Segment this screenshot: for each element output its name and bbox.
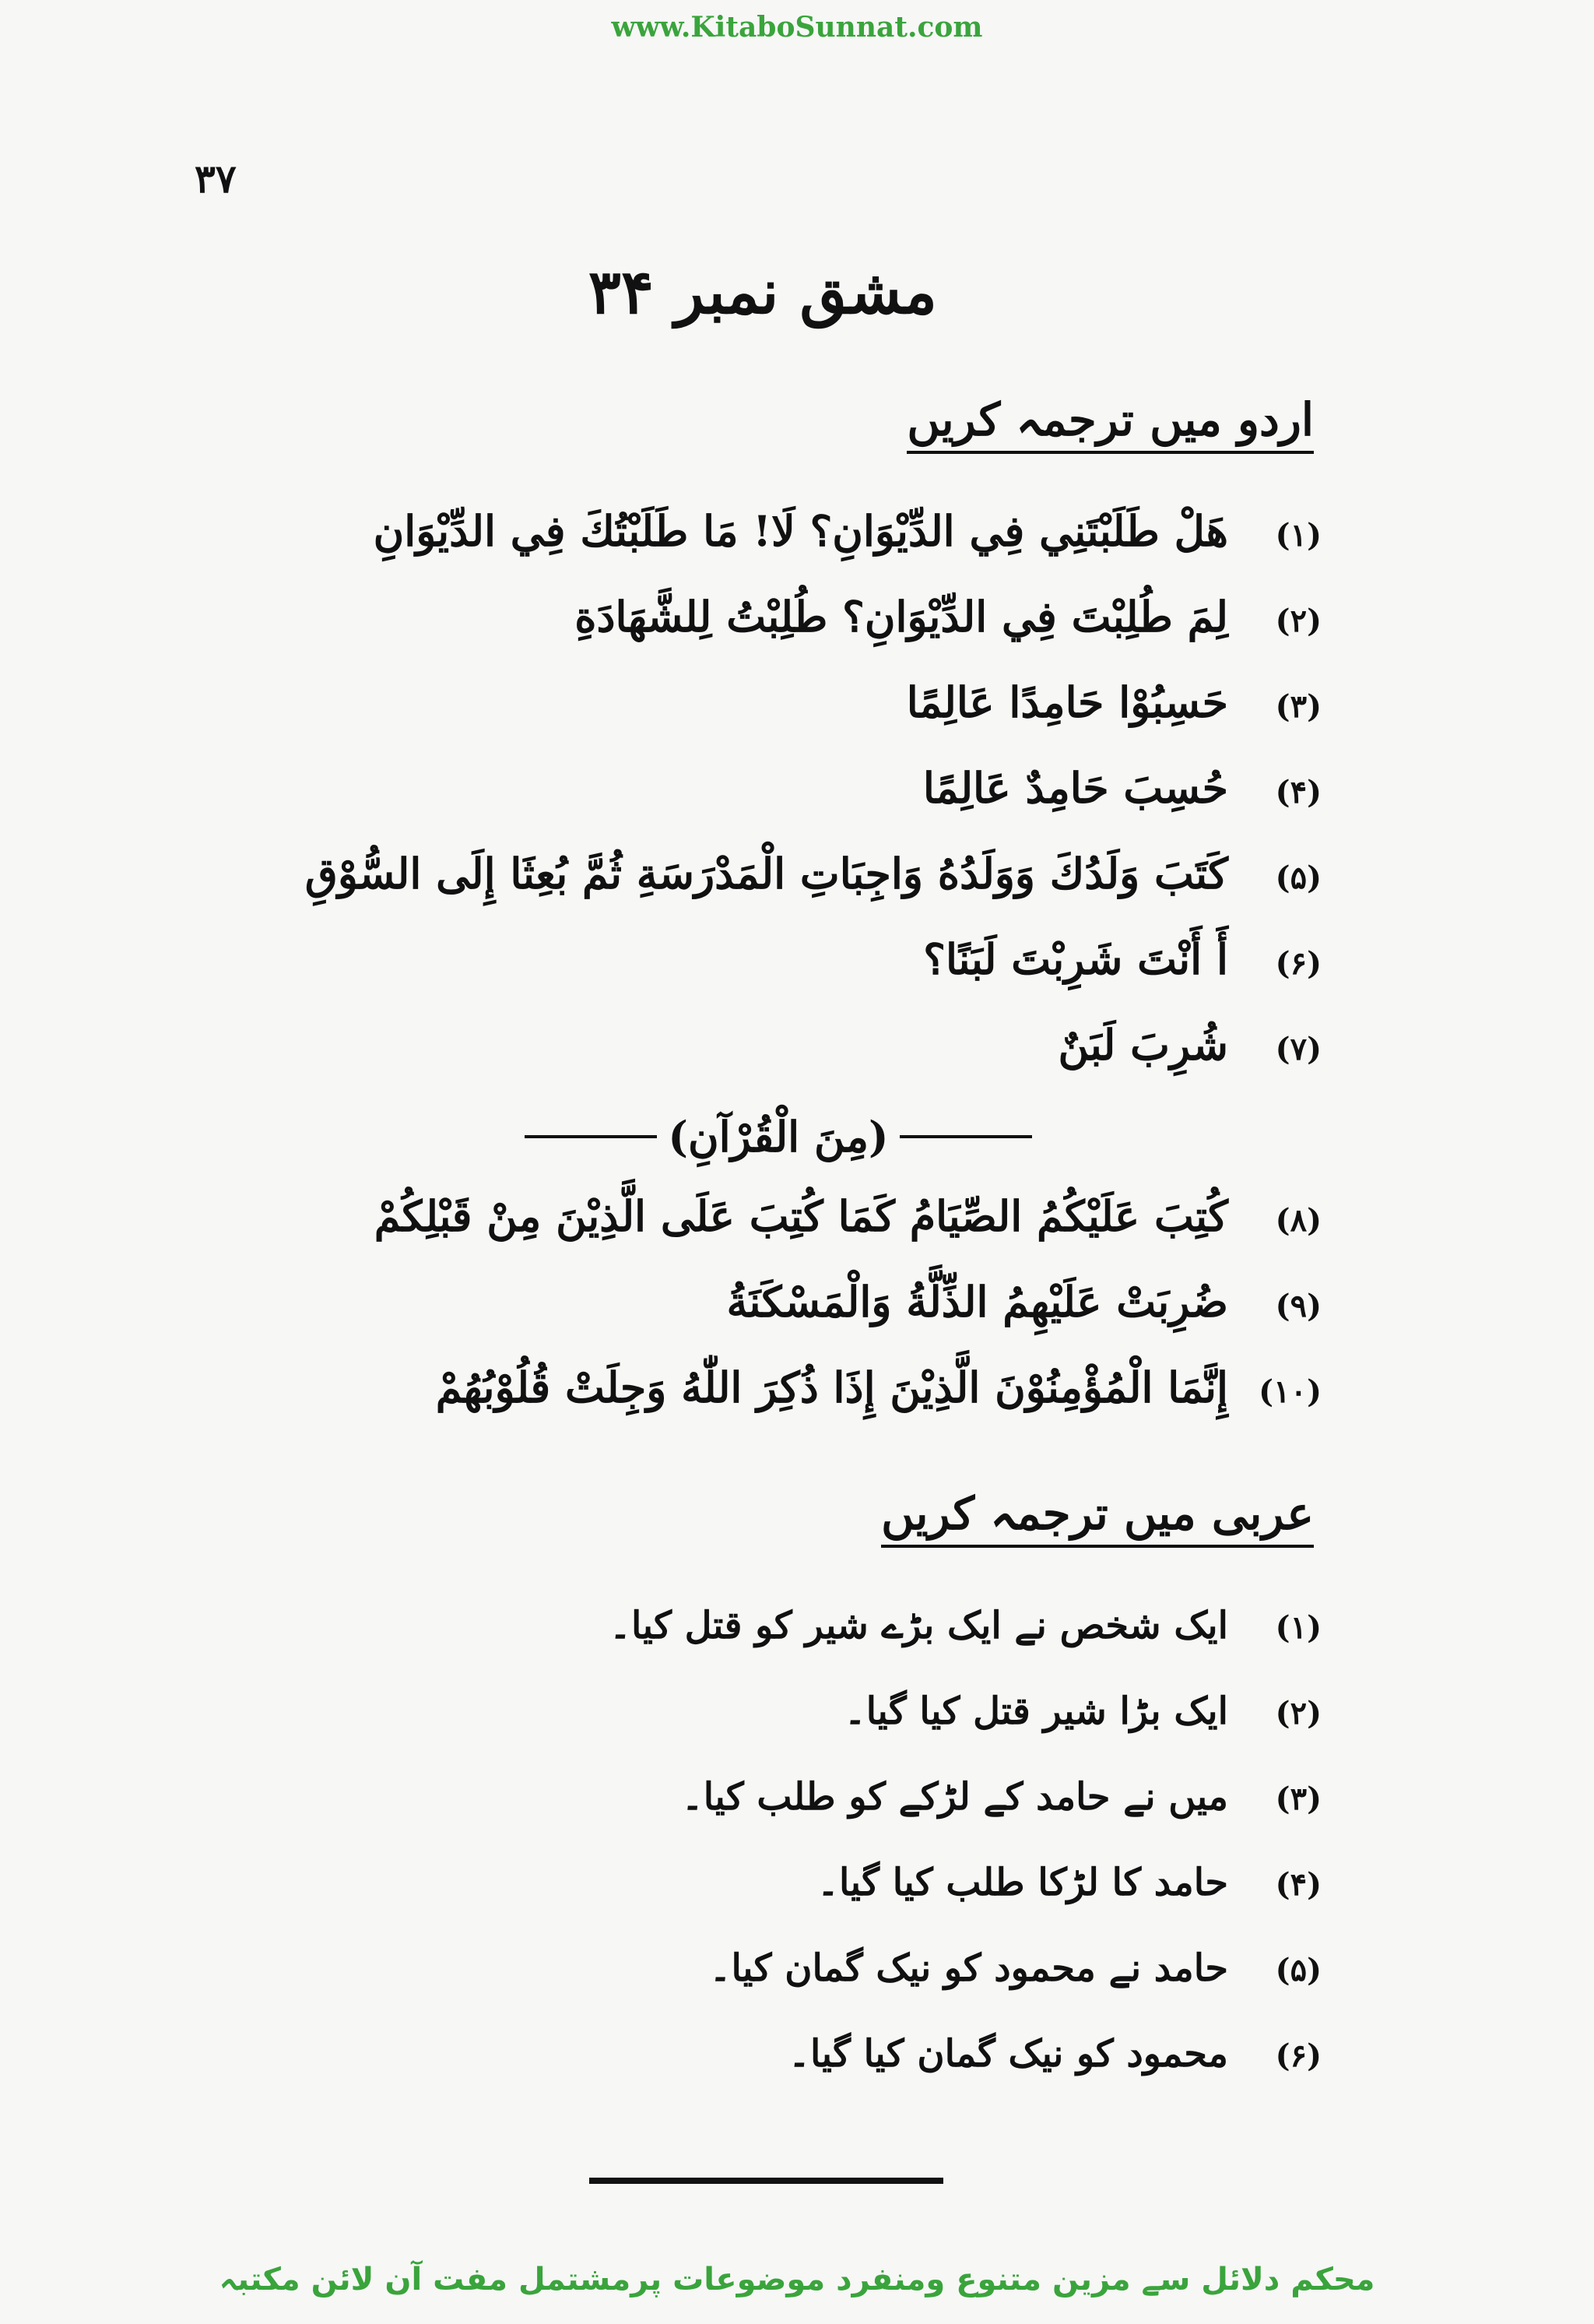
- exercise-item: [844, 1689, 1322, 1733]
- exercise-item: [923, 763, 1322, 813]
- exercise-item: [907, 677, 1322, 727]
- item-number: (۲): [1275, 1695, 1322, 1732]
- item-text: إِنَّمَا الْمُؤْمِنُوْنَ الَّذِيْنَ إِذَا ذُكِرَ اللّٰهُ وَجِلَتْ قُلُوْبُهُمْ: [435, 1362, 1228, 1412]
- header-url[interactable]: www.KitaboSunnat.com: [611, 11, 983, 44]
- item-text: ایک بڑا شیر قتل کیا گیا۔: [844, 1689, 1228, 1733]
- item-number: (۶): [1275, 945, 1322, 982]
- item-number: (۵): [1275, 860, 1322, 896]
- item-number: (۳): [1275, 688, 1322, 725]
- end-divider: [589, 2178, 943, 2184]
- exercise-item: [574, 592, 1322, 642]
- heading-rule-right: [525, 1135, 657, 1138]
- item-number: (۹): [1275, 1288, 1322, 1324]
- section-heading-arabic-translation: عربی میں ترجمہ کریں: [881, 1487, 1314, 1548]
- exercise-item: [374, 1191, 1322, 1241]
- item-number: (۱): [1275, 517, 1322, 554]
- item-text: شُرِبَ لَبَنٌ: [1058, 1020, 1228, 1070]
- item-text: محمود کو نیک گمان کیا گیا۔: [788, 2032, 1228, 2076]
- quran-heading: [506, 1106, 1051, 1168]
- item-number: (۸): [1275, 1202, 1322, 1239]
- footer-text: محکم دلائل سے مزین متنوع ومنفرد موضوعات پرمشتمل مفت آن لائن مکتبہ: [219, 2262, 1375, 2298]
- exercise-item: [726, 1277, 1322, 1327]
- item-text: حُسِبَ حَامِدٌ عَالِمًا: [922, 763, 1228, 813]
- item-number: (۲): [1275, 603, 1322, 639]
- item-text: حامد نے محمود کو نیک گمان کیا۔: [709, 1946, 1228, 1990]
- exercise-item: [788, 2032, 1322, 2076]
- item-text: كُتِبَ عَلَيْكُمُ الصِّيَامُ كَمَا كُتِبَ عَلَى الَّذِيْنَ مِنْ قَبْلِكُمْ: [374, 1191, 1228, 1241]
- exercise-item: [923, 934, 1322, 984]
- item-text: ضُرِبَتْ عَلَيْهِمُ الذِّلَّةُ وَالْمَسْكَنَةُ: [726, 1277, 1228, 1327]
- item-text: حَسِبُوْا حَامِدًا عَالِمًا: [906, 677, 1228, 727]
- exercise-item: [305, 849, 1322, 898]
- exercise-item: [709, 1946, 1322, 1990]
- item-number: (۱۰): [1259, 1373, 1322, 1410]
- item-number: (۴): [1275, 774, 1322, 810]
- exercise-item: [609, 1604, 1322, 1647]
- exercise-item: [1058, 1020, 1322, 1070]
- item-text: حامد کا لڑکا طلب کیا گیا۔: [816, 1861, 1228, 1904]
- item-text: ایک شخص نے ایک بڑے شیر کو قتل کیا۔: [609, 1604, 1228, 1647]
- item-text: لِمَ طُلِبْتَ فِي الدِّيْوَانِ؟ طُلِبْتُ لِلشَّهَادَةِ: [574, 592, 1228, 642]
- item-number: (۱): [1275, 1609, 1322, 1646]
- page-number: ۳۷: [195, 156, 237, 202]
- item-number: (۷): [1275, 1031, 1322, 1067]
- item-number: (۵): [1275, 1952, 1322, 1988]
- exercise-item: [374, 506, 1322, 556]
- exercise-item: [436, 1362, 1322, 1412]
- exercise-item: [682, 1775, 1322, 1819]
- item-text: میں نے حامد کے لڑکے کو طلب کیا۔: [681, 1775, 1228, 1819]
- item-text: أَ أَنْتَ شَرِبْتَ لَبَنًا؟: [923, 934, 1228, 984]
- heading-rule-left: [900, 1135, 1032, 1138]
- quran-heading-label: (مِنَ الْقُرْآنِ): [668, 1112, 889, 1162]
- item-number: (۳): [1275, 1781, 1322, 1817]
- item-number: (۴): [1275, 1866, 1322, 1903]
- item-text: هَلْ طَلَبْتَنِي فِي الدِّيْوَانِ؟ لَا! مَا طَلَبْتُكَ فِي الدِّيْوَانِ: [373, 506, 1228, 556]
- section-heading-urdu-translation: اردو میں ترجمہ کریں: [907, 393, 1314, 454]
- exercise-item: [817, 1861, 1322, 1904]
- lesson-title: مشق نمبر ۳۴: [588, 257, 937, 328]
- item-number: (۶): [1275, 2037, 1322, 2074]
- item-text: كَتَبَ وَلَدُكَ وَوَلَدُهُ وَاجِبَاتِ الْمَدْرَسَةِ ثُمَّ بُعِثَا إِلَى السُّوْقِ: [304, 849, 1228, 898]
